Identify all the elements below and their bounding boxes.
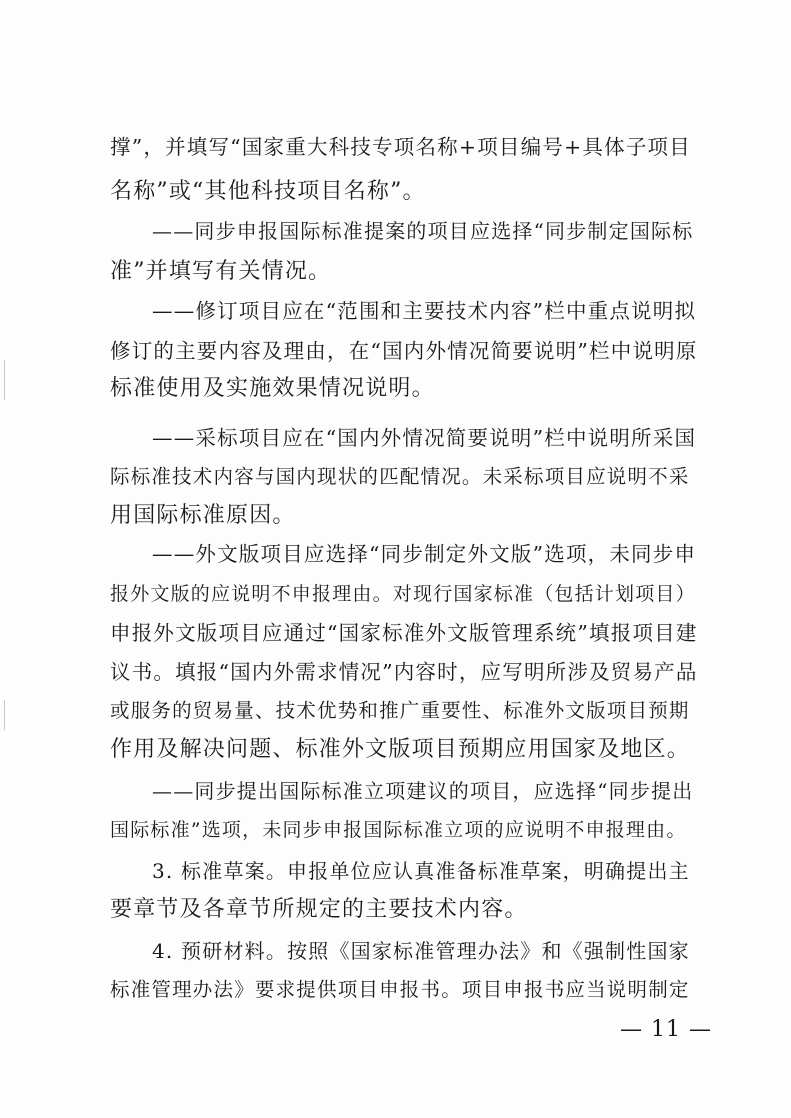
text-line: 要章节及各章节所规定的主要技术内容。 (110, 897, 528, 922)
text-line: 撑”，并填写“国家重大科技专项名称+项目编号+具体子项目 (110, 135, 691, 159)
text-line: 标准使用及实施效果情况说明。 (110, 376, 435, 401)
text-line: 名称”或“其他科技项目名称”。 (110, 179, 426, 204)
page-number: — 11 — (620, 1017, 712, 1042)
text-line: 议书。填报“国内外需求情况”内容时，应写明所涉及贸易产品 (110, 660, 698, 684)
text-line: 用国际标准原因。 (110, 503, 296, 528)
text-line: 国际标准”选项，未同步申报国际标准立项的应说明不申报理由。 (110, 819, 687, 841)
text-line: 准”并填写有关情况。 (110, 259, 332, 284)
scan-edge-mark (4, 700, 5, 730)
text-line: 或服务的贸易量、技术优势和推广重要性、标准外文版项目预期 (110, 699, 690, 722)
text-line: ——采标项目应在“国内外情况简要说明”栏中说明所采国 (152, 426, 697, 450)
text-line: ——同步申报国际标准提案的项目应选择“同步制定国际标 (152, 219, 694, 243)
text-line: 际标准技术内容与国内现状的匹配情况。未采标项目应说明不采 (110, 465, 690, 488)
text-line: ——外文版项目应选择“同步制定外文版”选项，未同步申 (152, 542, 697, 566)
text-line: 标准管理办法》要求提供项目申报书。项目申报书应当说明制定 (110, 978, 690, 1001)
text-line: ——同步提出国际标准立项建议的项目，应选择“同步提出 (152, 779, 694, 803)
text-line: 修订的主要内容及理由，在“国内外情况简要说明”栏中说明原 (110, 339, 698, 363)
text-line: 4. 预研材料。按照《国家标准管理办法》和《强制性国家 (152, 939, 690, 963)
text-line: 作用及解决问题、标准外文版项目预期应用国家及地区。 (110, 737, 691, 762)
text-line: 3. 标准草案。申报单位应认真准备标准草案，明确提出主 (152, 859, 690, 883)
text-line: 报外文版的应说明不申报理由。对现行国家标准（包括计划项目） (110, 583, 696, 605)
scan-edge-mark (4, 360, 5, 400)
text-line: 申报外文版项目应通过“国家标准外文版管理系统”填报项目建 (110, 621, 698, 645)
text-line: ——修订项目应在“范围和主要技术内容”栏中重点说明拟 (152, 299, 697, 323)
